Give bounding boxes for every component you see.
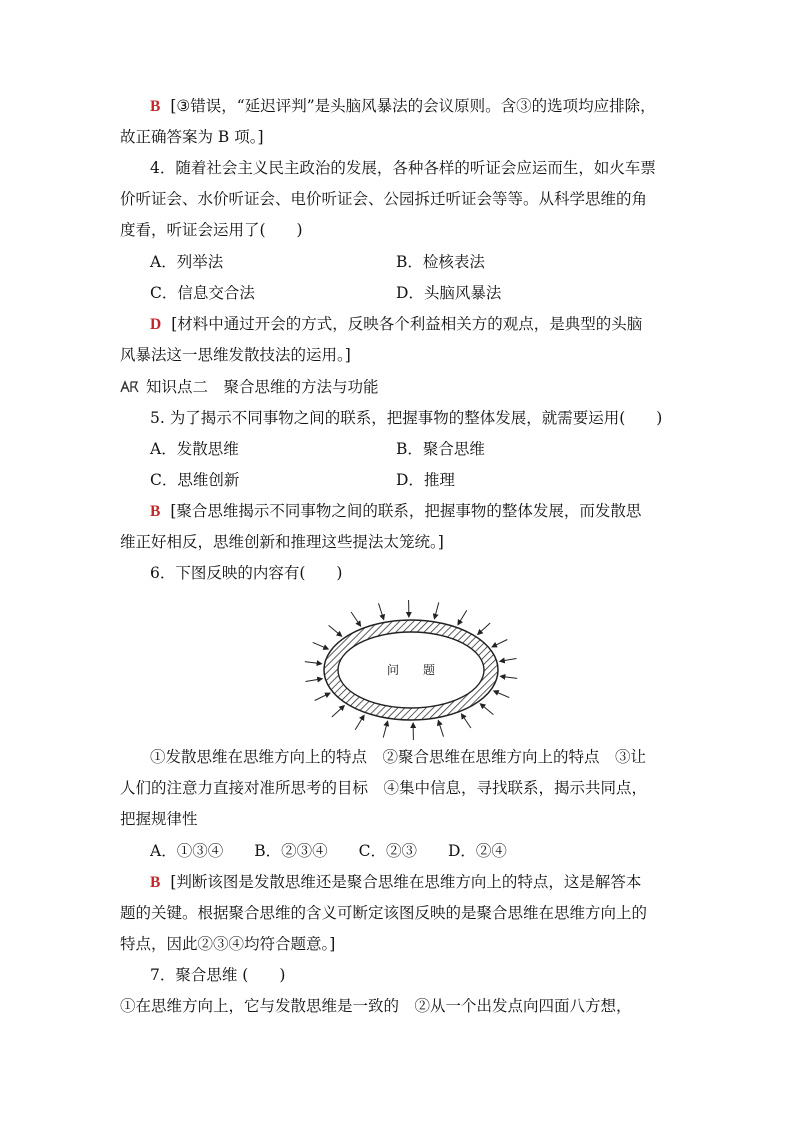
arrow (329, 625, 342, 636)
answer-letter: B (150, 503, 161, 520)
section-heading (120, 376, 379, 398)
q4-option-b: B．检核表法 (396, 253, 485, 271)
arrow (379, 603, 384, 619)
explanation-q3-line1: B [③错误，“延迟评判”是头脑风暴法的会议原则。含③的选项均应排除， (150, 97, 656, 115)
explanation-q5-line2: 维正好相反，思维创新和推理这些提法太笼统。] (120, 533, 444, 551)
arrow (306, 679, 323, 682)
arrow (434, 602, 438, 618)
arrow (315, 693, 330, 700)
q5-option-b: B．聚合思维 (396, 440, 485, 458)
arrow (478, 623, 491, 634)
explanation-q5-line1: B [聚合思维揭示不同事物之间的联系，把握事物的整体发展，而发散思 (150, 502, 642, 520)
question-4-line3: 度看，听证会运用了( ) (120, 221, 303, 239)
arrow (351, 612, 361, 626)
question-6-stem: 6．下图反映的内容有( ) (150, 564, 343, 582)
arrow (492, 640, 507, 647)
arrow (438, 721, 443, 737)
arrow (458, 610, 467, 625)
answer-letter: B (150, 98, 161, 115)
q6-options: A．①③④ B．②③④ C．②③ D．②④ (150, 842, 507, 860)
section-title: 知识点二 聚合思维的方法与功能 (146, 378, 379, 396)
explanation-q6-line1: B [判断该图是发散思维还是聚合思维在思维方向上的特点，这是解答本 (150, 873, 642, 891)
arrow (332, 706, 345, 717)
section-marker-icon (120, 380, 144, 394)
question-7-stem: 7．聚合思维 ( ) (150, 966, 286, 984)
arrow (461, 714, 471, 728)
answer-letter: D (150, 316, 162, 333)
question-4-line2: 价听证会、水价听证会、电价听证会、公园拆迁听证会等等。从科学思维的角 (120, 190, 648, 208)
question-6-line3: 把握规律性 (120, 810, 198, 828)
explanation-q6-line2: 题的关键。根据聚合思维的含义可断定该图反映的是聚合思维在思维方向上的 (120, 904, 648, 922)
convergent-thinking-figure (300, 593, 522, 743)
figure-svg (300, 593, 522, 743)
q5-option-c: C．思维创新 (150, 471, 240, 489)
q4-option-c: C．信息交合法 (150, 284, 255, 302)
explanation-q3-line2: 故正确答案为 B 项。] (120, 128, 264, 146)
question-5-stem: 5. 为了揭示不同事物之间的联系，把握事物的整体发展，就需要运用( ) (150, 409, 663, 427)
arrow (480, 704, 493, 715)
arrow (313, 642, 329, 649)
explanation-q4-line1: D [材料中通过开会的方式，反映各个利益相关方的观点，是典型的头脑 (150, 315, 643, 333)
arrow (494, 691, 510, 698)
arrow (383, 721, 387, 737)
question-6-line1: ①发散思维在思维方向上的特点 ②聚合思维在思维方向上的特点 ③让 (150, 748, 647, 766)
explanation-q4-line2: 风暴法这一思维发散技法的运用。] (120, 346, 351, 364)
arrow (500, 659, 517, 662)
explanation-q6-line3: 特点，因此②③④均符合题意。] (120, 935, 336, 953)
arrow (355, 715, 364, 730)
figure-label: 问 题 (386, 663, 436, 677)
answer-letter: B (150, 874, 161, 891)
q4-option-a: A．列举法 (150, 253, 224, 271)
q5-option-a: A．发散思维 (150, 440, 239, 458)
question-4-line1: 4．随着社会主义民主政治的发展，各种各样的听证会应运而生，如火车票 (150, 159, 656, 177)
q4-option-d: D．头脑风暴法 (396, 284, 502, 302)
arrow (305, 662, 322, 664)
arrow (500, 676, 517, 678)
question-7-line1: ①在思维方向上，它与发散思维是一致的 ②从一个出发点向四面八方想， (120, 997, 632, 1015)
q5-option-d: D．推理 (396, 471, 455, 489)
question-6-line2: 人们的注意力直接对准所思考的目标 ④集中信息，寻找联系，揭示共同点， (120, 779, 648, 797)
